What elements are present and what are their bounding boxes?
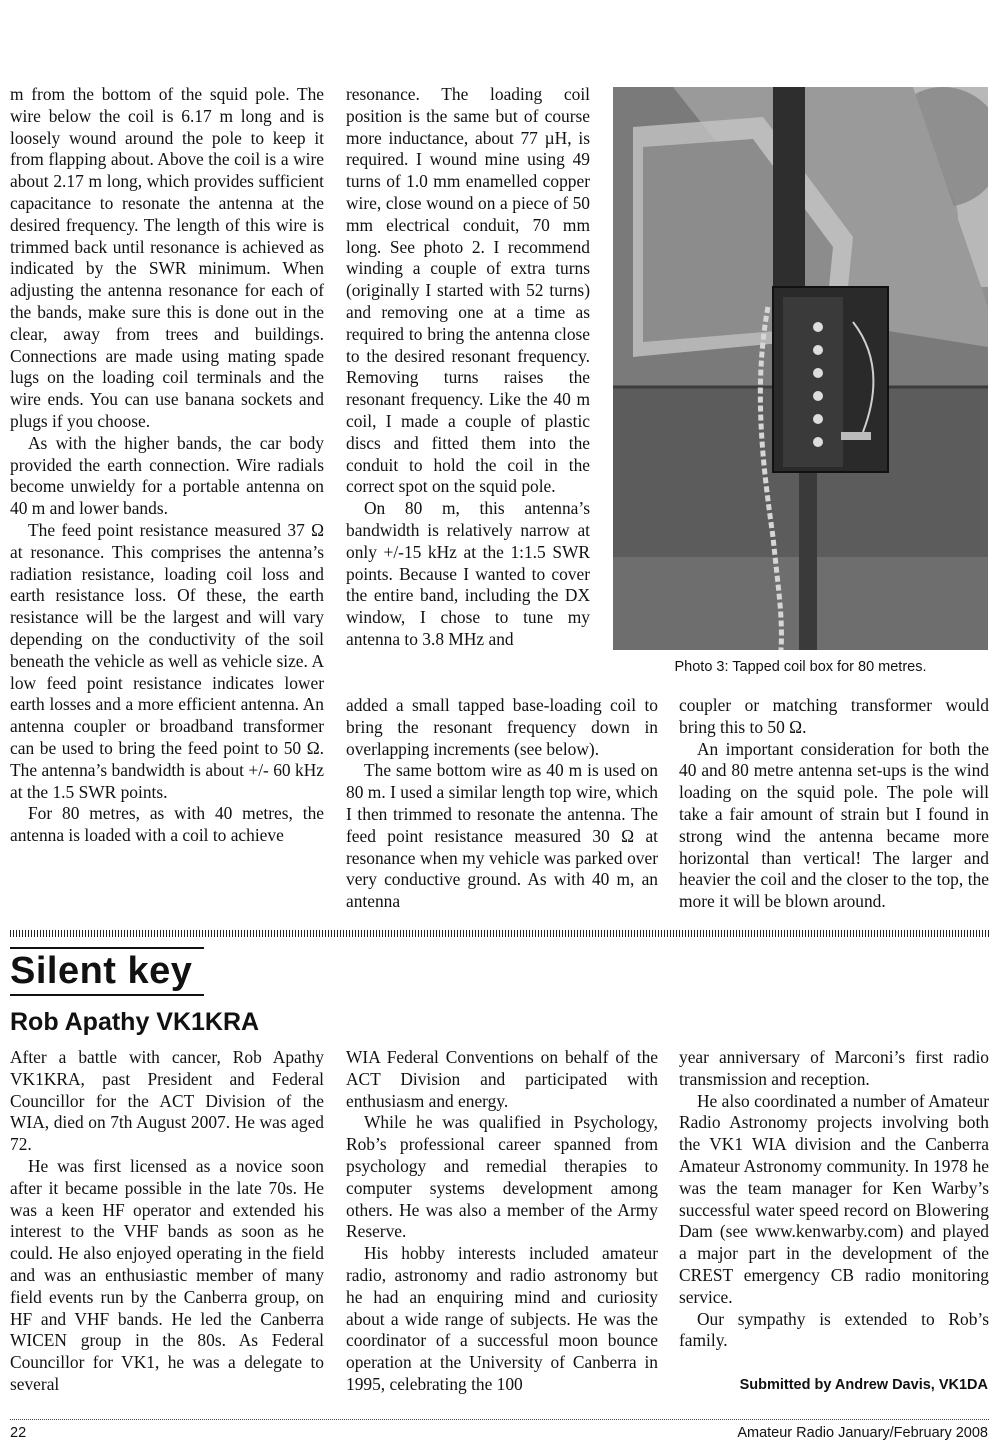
obituary-paragraph: WIA Federal Conventions on behalf of the ACT Division and participated with enthusiasm and energy.: [346, 1047, 658, 1111]
footer-rule: [10, 1419, 990, 1420]
article-paragraph: The feed point resistance measured 37 Ω at resonance. This comprises the antenna’s radiation resistance, loading coil loss and earth resistance loss. Of these, the earth resistance will be the largest and will vary depending on the conductivity of the soil beneath the vehicle as well as vehicle size. A low feed point resistance indicates lower earth losses and a more efficient antenna. An antenna coupler or broadband transformer can be used to bring the feed point to 50 Ω. The antenna’s bandwidth is about +/- 60 kHz at the 1.5 SWR points.: [10, 519, 324, 802]
obituary-column-3: [679, 1047, 989, 1352]
obituary-paragraph: He was first licensed as a novice soon after it became possible in the late 70s. He was a keen HF operator and extended his interest to the VHF bands as soon as he could. He also enjoyed operating in the field and was an enthusiastic member of many field events run by the Canberra group, on HF and VHF bands. He led the Canberra WICEN group in the 80s. As Federal Councillor for VK1, he was a delegate to several: [10, 1155, 324, 1394]
obituary-paragraph: He also coordinated a number of Amateur Radio Astronomy projects involving both the VK1 WIA division and the Canberra Amateur Astronomy community. In 1978 he was the team manager for Ken Warby’s successful water speed record on Blowering Dam (see www.kenwarby.com) and played a major part in the development of the CREST emergency CB radio monitoring service.: [679, 1090, 989, 1307]
obituary-paragraph: year anniversary of Marconi’s first radio transmission and reception.: [679, 1047, 989, 1089]
obituary-column-2: [346, 1047, 658, 1396]
photo-caption: Photo 3: Tapped coil box for 80 metres.: [674, 659, 927, 675]
article-column-1: [10, 84, 324, 847]
article-column-2-top: [346, 84, 590, 651]
obituary-paragraph: While he was qualified in Psychology, Rob’s professional career spanned from psychology and remedial therapies to computer systems development among others. He was also a member of the Army Reserve.: [346, 1112, 658, 1242]
obituary-paragraph: His hobby interests included amateur radio, astronomy and radio astronomy but he had an enquiring mind and curiosity about a wide range of subjects. He was the coordinator of a successful moon bounce operation at the University of Canberra in 1995, celebrating the 100: [346, 1243, 658, 1394]
section-title: Silent key: [10, 950, 193, 992]
article-paragraph: An important consideration for both the 40 and 80 metre antenna set-ups is the wind loading on the squid pole. The pole will take a fair amount of strain but I found in strong wind the antenna became more horizontal than vertical! The larger and heavier the coil and the closer to the top, the more it will be blown around.: [679, 738, 989, 912]
title-rule-bottom: [10, 994, 204, 996]
article-column-3: [679, 695, 989, 913]
article-paragraph: On 80 m, this antenna’s bandwidth is relatively narrow at only +/-15 kHz at the 1:1.5 SWR points. Because I wanted to cover the entire band, including the DX window, I chose to tune my antenna to 3.8 MHz and: [346, 498, 590, 649]
article-paragraph: coupler or matching transformer would bring this to 50 Ω.: [679, 695, 989, 737]
obituary-paragraph: Our sympathy is extended to Rob’s family.: [679, 1308, 989, 1351]
article-paragraph: For 80 metres, as with 40 metres, the antenna is loaded with a coil to achieve: [10, 803, 324, 846]
article-paragraph: m from the bottom of the squid pole. The wire below the coil is 6.17 m long and is loosely wound around the pole to keep it from flapping about. Above the coil is a wire about 2.17 m long, which provides sufficient capacitance to resonate the antenna at the desired frequency. The length of this wire is trimmed back until resonance is achieved as indicated by the SWR minimum. When adjusting the antenna resonance for each of the bands, make sure this is done out in the clear, away from trees and buildings. Connections are made using mating spade lugs on the loading coil terminals and the wire ends. You can use banana sockets and plugs if you choose.: [10, 84, 324, 431]
article-paragraph: resonance. The loading coil position is the same but of course more inductance, about 77 µH, is required. I wound mine using 49 turns of 1.0 mm enamelled copper wire, close wound on a piece of 50 mm electrical conduit, 70 mm long. See photo 2. I recommend winding a couple of extra turns (originally I started with 52 turns) and removing one at a time as required to bring the antenna close to the desired resonant frequency. Removing turns raises the resonant frequency. Like the 40 m coil, I made a couple of plastic discs and fitted them into the conduit to hold the coil in the correct spot on the squid pole.: [346, 84, 590, 497]
obituary-paragraph: After a battle with cancer, Rob Apathy VK1KRA, past President and Federal Councillor for the ACT Division of the WIA, died on 7th August 2007. He was aged 72.: [10, 1047, 324, 1155]
article-paragraph: As with the higher bands, the car body provided the earth connection. Wire radials become unwieldy for a portable antenna on 40 m and lower bands.: [10, 432, 324, 519]
page-number: 22: [10, 1425, 27, 1441]
obituary-column-1: [10, 1047, 324, 1396]
publication-name: Amateur Radio January/February 2008: [737, 1425, 988, 1441]
article-column-2-bottom: [346, 695, 658, 913]
section-divider: [10, 930, 990, 937]
article-paragraph: added a small tapped base-loading coil to bring the resonant frequency down in overlapping increments (see below).: [346, 695, 658, 759]
photo-tapped-coil-box: [613, 87, 988, 650]
submitted-by: Submitted by Andrew Davis, VK1DA: [739, 1377, 988, 1393]
obituary-name: Rob Apathy VK1KRA: [10, 1008, 260, 1036]
article-paragraph: The same bottom wire as 40 m is used on 80 m. I used a similar length top wire, which I then trimmed to resonate the antenna. The feed point resistance measured 30 Ω at resonance when my vehicle was parked over very conductive ground. As with 40 m, an antenna: [346, 760, 658, 912]
photo-illustration: [613, 87, 988, 650]
